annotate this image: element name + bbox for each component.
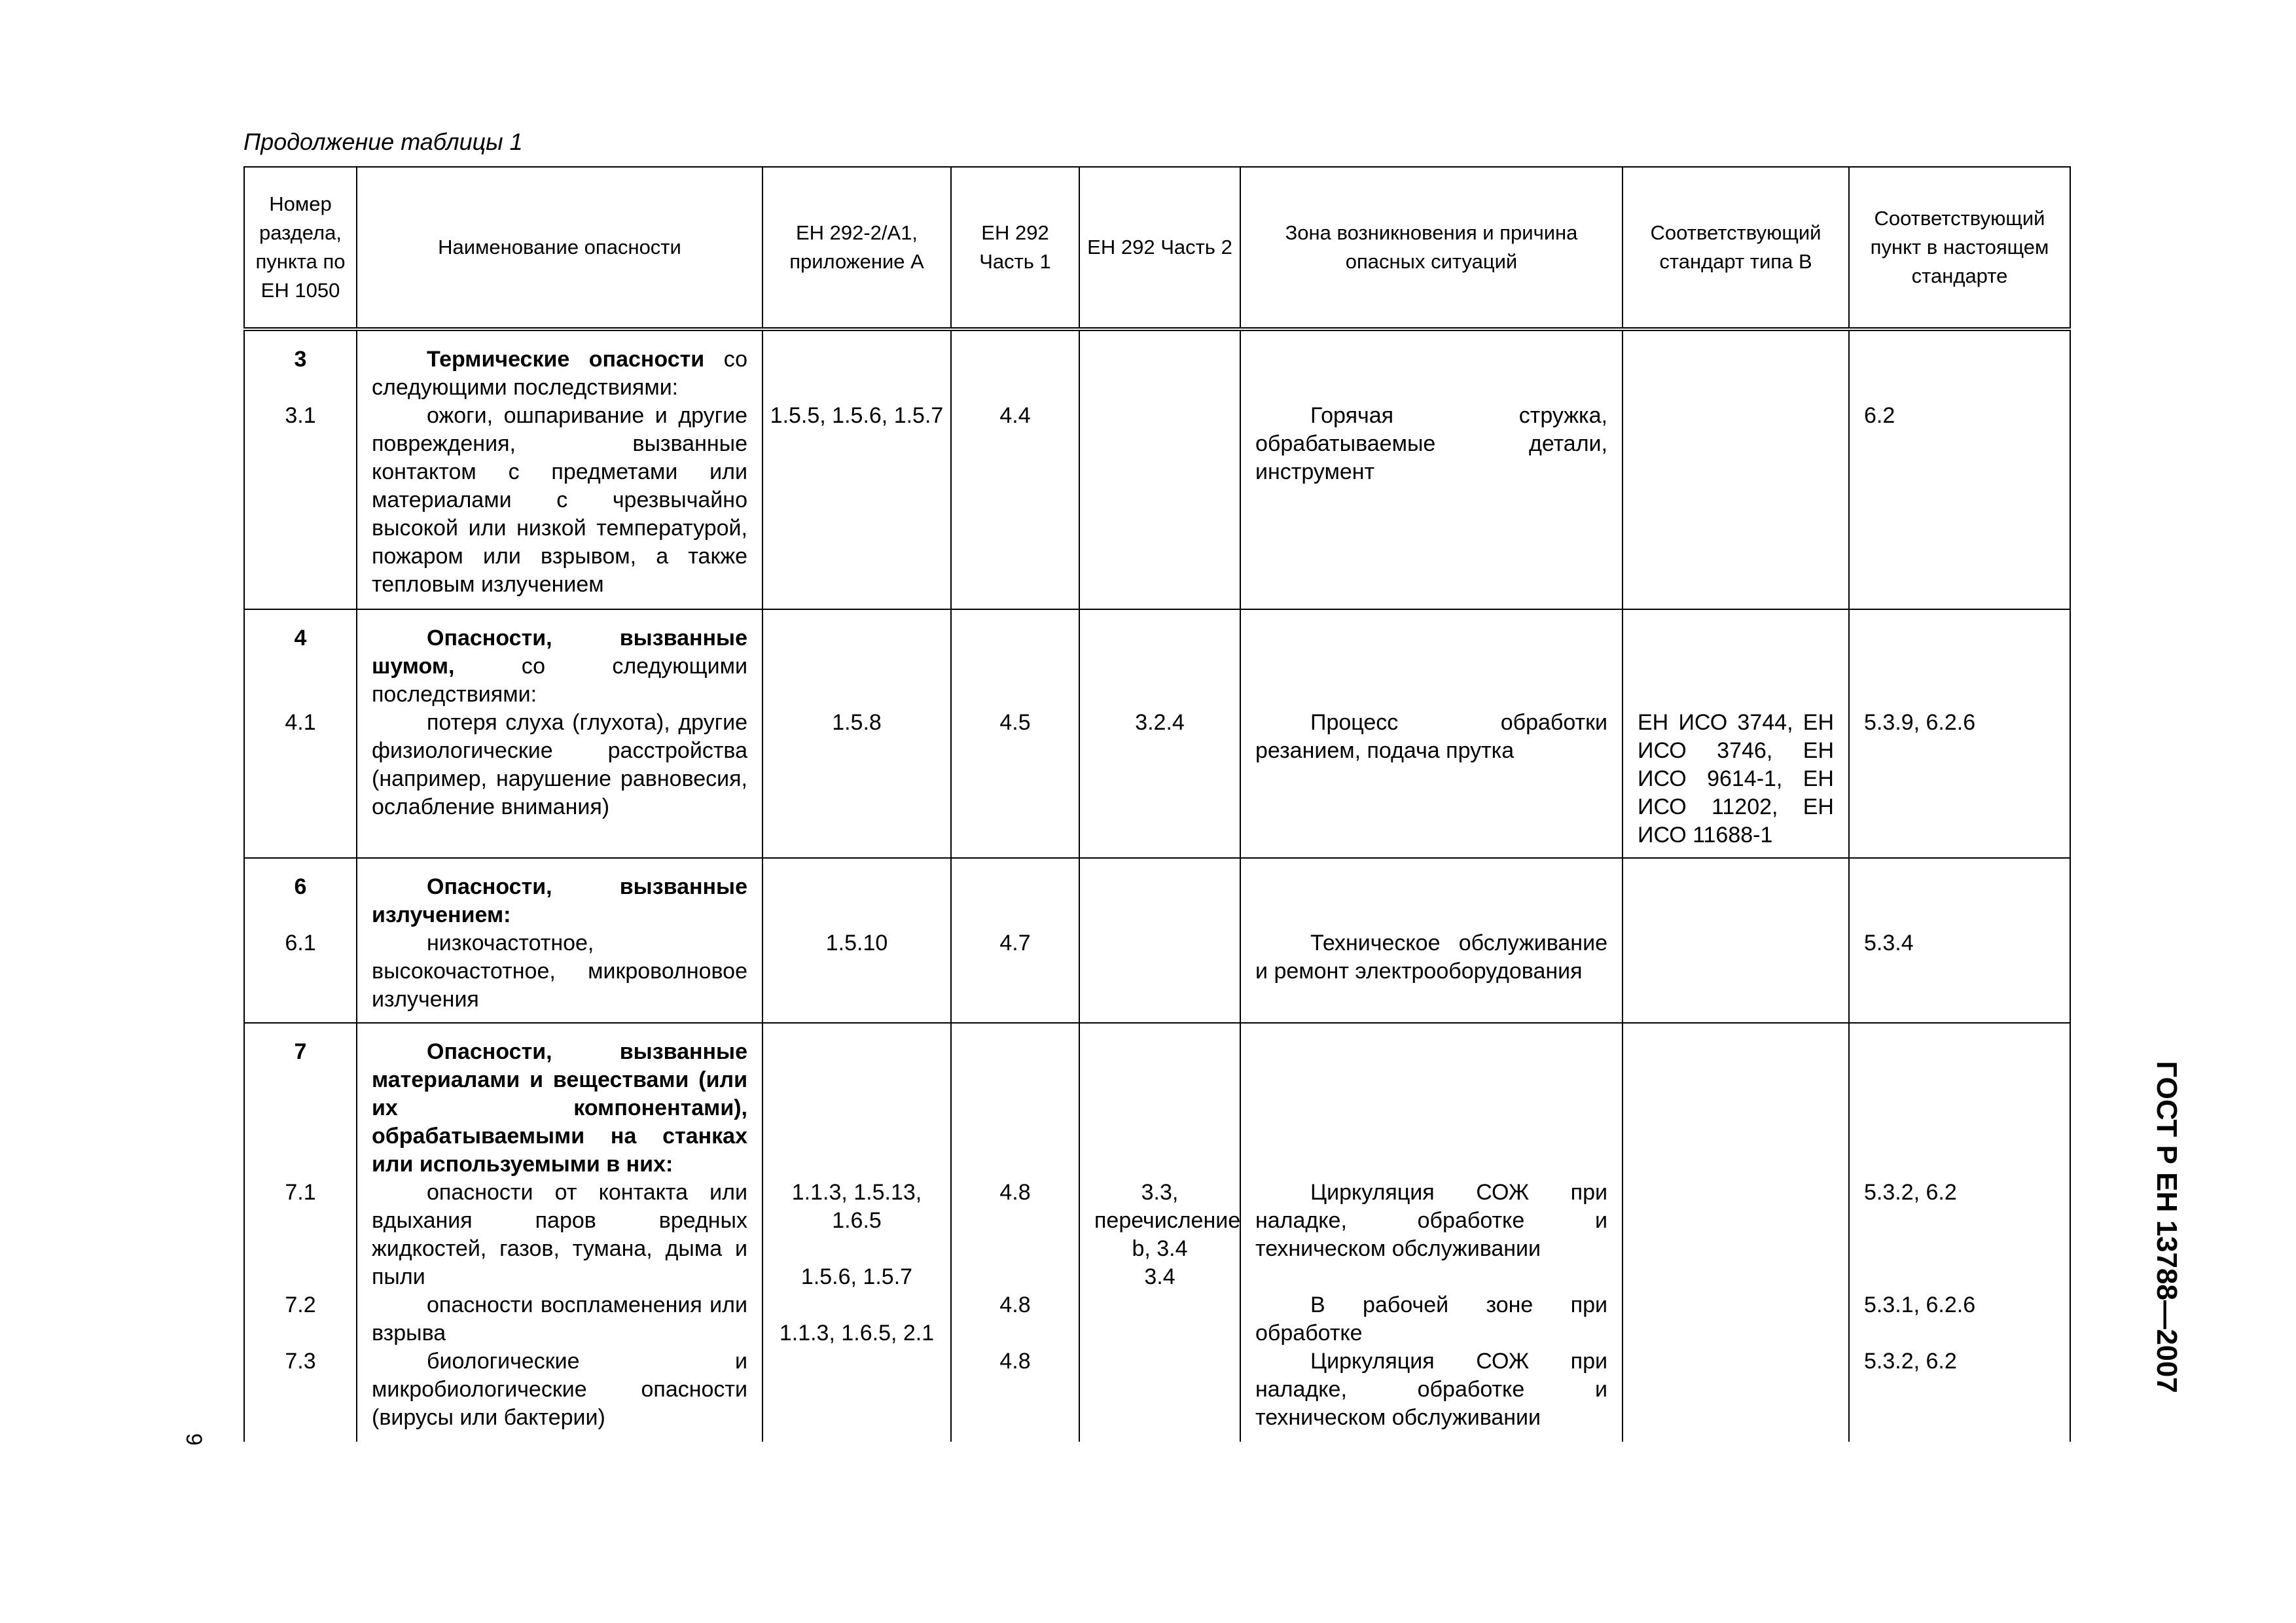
table-row (244, 329, 2070, 609)
table-row (244, 609, 2070, 858)
zone-cell: Техническое обслуживание и ремонт электрооборудования (1240, 858, 1623, 1023)
hazard-name-cell: Термические опасности со следующими последствиями: ожоги, ошпаривание и другие повреждения, вызванные контактом с предметами или материалами с чрезвычайно высокой или низкой температурой, пожаром или взрывом, а также тепловым излучением (357, 329, 762, 609)
section-number-cell: 7 7.1 7.2 7.3 (244, 1023, 357, 1442)
header-en292-part2: ЕН 292 Часть 2 (1079, 167, 1240, 329)
en292-part2-cell: 3.3, перечисление b, 3.4 3.4 (1079, 1023, 1240, 1442)
en292-part1-cell: 4.7 (951, 858, 1079, 1023)
zone-cell: Горячая стружка, обрабатываемые детали, инструмент (1240, 329, 1623, 609)
header-en292-2: ЕН 292-2/А1, приложение А (762, 167, 951, 329)
hazard-name-cell: Опасности, вызванные шумом, со следующими последствиями: потеря слуха (глухота), другие физиологические расстройства (например, нарушение равновесия, ослабление внимания) (357, 609, 762, 858)
en292-2-cell: 1.5.10 (762, 858, 951, 1023)
standard-b-cell (1623, 858, 1849, 1023)
en292-part2-cell (1079, 858, 1240, 1023)
clause-cell: 6.2 (1849, 329, 2070, 609)
en292-part2-cell (1079, 329, 1240, 609)
standard-b-cell: ЕН ИСО 3744, ЕН ИСО 3746, ЕН ИСО 9614-1, ЕН ИСО 11202, ЕН ИСО 11688-1 (1623, 609, 1849, 858)
section-number-cell: 4 4.1 (244, 609, 357, 858)
section-number-cell: 6 6.1 (244, 858, 357, 1023)
en292-part1-cell: 4.5 (951, 609, 1079, 858)
standard-b-cell (1623, 1023, 1849, 1442)
zone-cell: Циркуляция СОЖ при наладке, обработке и техническом обслуживании В рабочей зоне при обработке Циркуляция СОЖ при наладке, обработке и техническом обслуживании (1240, 1023, 1623, 1442)
en292-2-cell: 1.1.3, 1.5.13, 1.6.5 1.5.6, 1.5.7 1.1.3, 1.6.5, 2.1 (762, 1023, 951, 1442)
header-section-number: Номер раздела, пункта по ЕН 1050 (244, 167, 357, 329)
header-en292-part1: ЕН 292 Часть 1 (951, 167, 1079, 329)
en292-part1-cell: 4.4 (951, 329, 1079, 609)
table-row (244, 858, 2070, 1023)
table-row (244, 1023, 2070, 1442)
header-hazard-name: Наименование опасности (357, 167, 762, 329)
zone-cell: Процесс обработки резанием, подача прутка (1240, 609, 1623, 858)
standard-b-cell (1623, 329, 1849, 609)
header-standard-b: Соответствующий стандарт типа В (1623, 167, 1849, 329)
en292-part1-cell: 4.8 4.8 4.8 (951, 1023, 1079, 1442)
document-designation: ГОСТ Р ЕН 13788—2007 (2151, 1061, 2183, 1393)
en292-part2-cell: 3.2.4 (1079, 609, 1240, 858)
en292-2-cell: 1.5.5, 1.5.6, 1.5.7 (762, 329, 951, 609)
hazards-table (243, 166, 2071, 1442)
table-caption: Продолжение таблицы 1 (243, 128, 523, 155)
hazard-name-cell: Опасности, вызванные материалами и веществами (или их компонентами), обрабатываемыми на станках или используемыми в них: опасности от контакта или вдыхания паров вредных жидкостей, газов, тумана, дыма и пыли опасности воспламенения или взрыва биологические и микробиологические опасности (вирусы или бактерии) (357, 1023, 762, 1442)
section-number-cell: 3 3.1 (244, 329, 357, 609)
clause-cell: 5.3.2, 6.2 5.3.1, 6.2.6 5.3.2, 6.2 (1849, 1023, 2070, 1442)
clause-cell: 5.3.9, 6.2.6 (1849, 609, 2070, 858)
clause-cell: 5.3.4 (1849, 858, 2070, 1023)
page-number: 9 (181, 1433, 206, 1446)
header-clause: Соответствующий пункт в настоящем стандарте (1849, 167, 2070, 329)
en292-2-cell: 1.5.8 (762, 609, 951, 858)
header-zone: Зона возникновения и причина опасных ситуаций (1240, 167, 1623, 329)
table-header-row (244, 167, 2070, 329)
hazard-name-cell: Опасности, вызванные излучением: низкочастотное, высокочастотное, микроволновое излучения (357, 858, 762, 1023)
